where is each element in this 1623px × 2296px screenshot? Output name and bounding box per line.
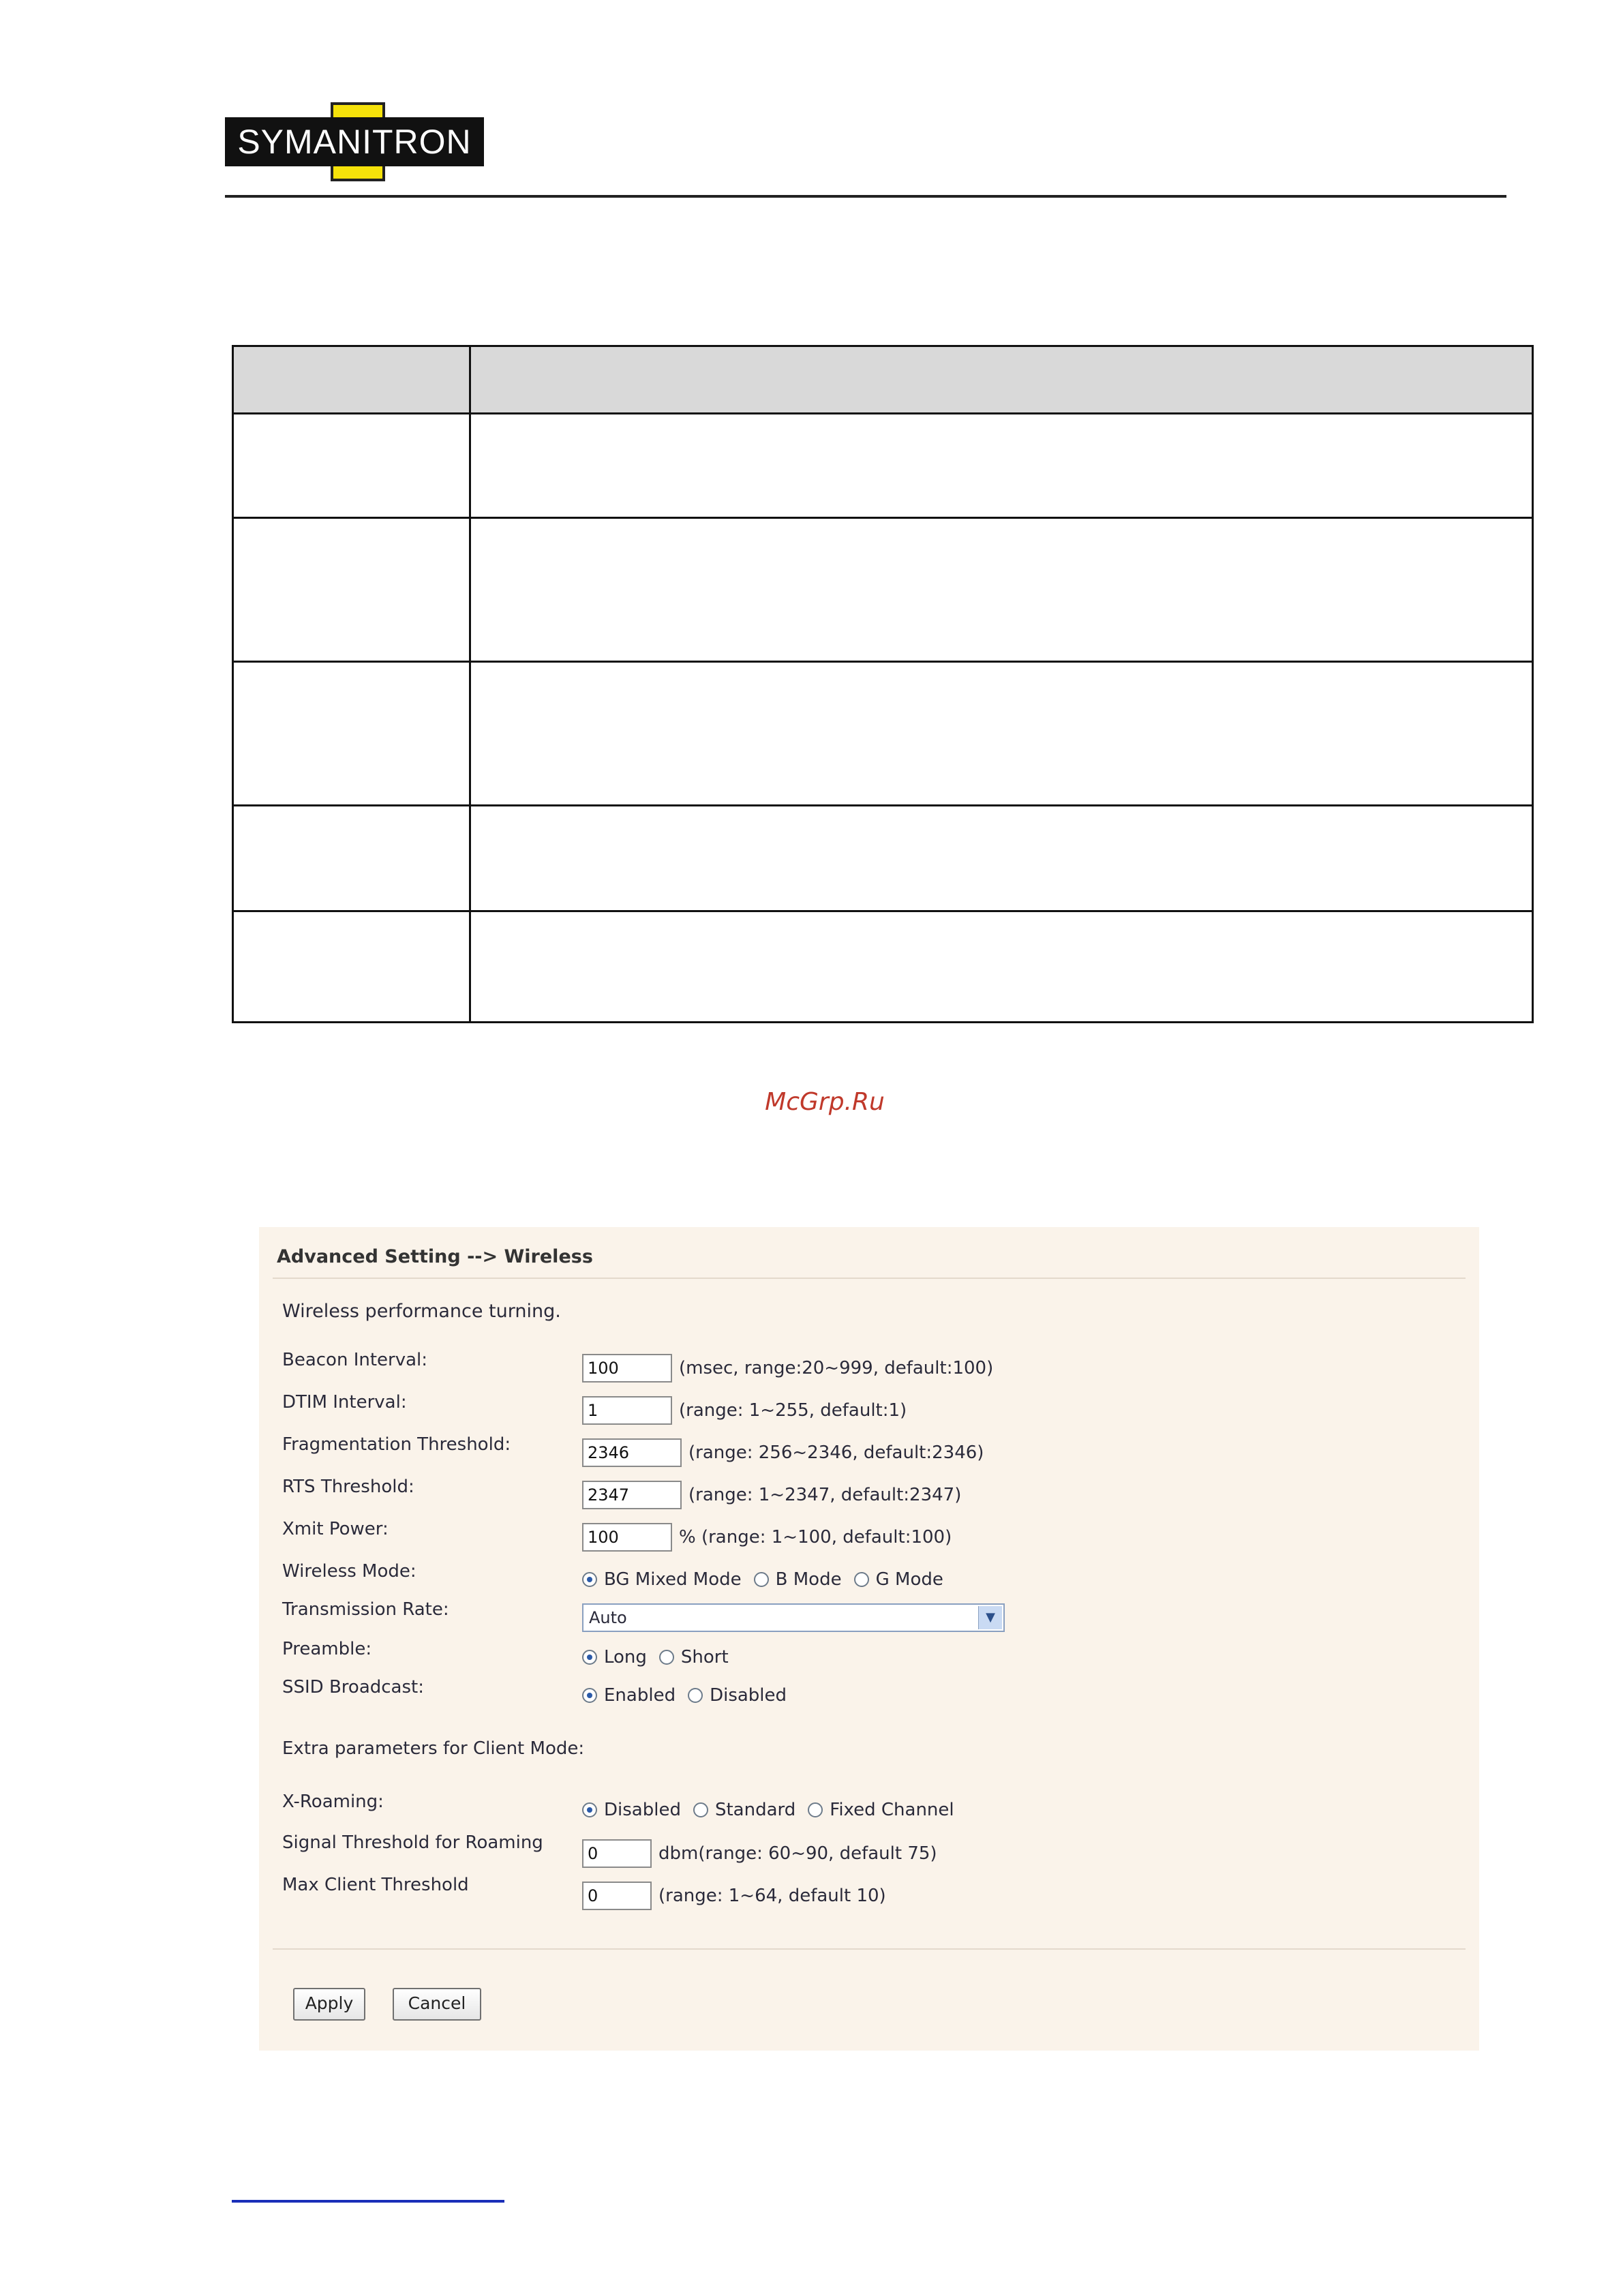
xmit-hint: % (range: 1~100, default:100) bbox=[679, 1527, 952, 1547]
table-row bbox=[233, 414, 1533, 518]
radio-icon[interactable] bbox=[688, 1688, 703, 1703]
frag-hint: (range: 256~2346, default:2346) bbox=[688, 1442, 984, 1463]
table-cell bbox=[233, 346, 470, 414]
signal-threshold-hint: dbm(range: 60~90, default 75) bbox=[658, 1843, 937, 1864]
roaming-option-standard[interactable] bbox=[693, 1800, 795, 1820]
max-client-control bbox=[582, 1880, 886, 1912]
max-client-threshold-input[interactable]: 0 bbox=[582, 1882, 652, 1910]
beacon-control bbox=[582, 1353, 993, 1384]
xmit-label: Xmit Power: bbox=[282, 1519, 389, 1539]
dtim-interval-input[interactable]: 1 bbox=[582, 1396, 672, 1425]
transmission-rate-value: Auto bbox=[589, 1608, 627, 1627]
radio-icon[interactable] bbox=[854, 1572, 869, 1587]
wireless-mode-label: Wireless Mode: bbox=[282, 1561, 416, 1582]
table-cell bbox=[233, 662, 470, 806]
logo-text: SYMANITRON bbox=[237, 123, 472, 161]
rts-control bbox=[582, 1479, 961, 1511]
rts-threshold-input[interactable]: 2347 bbox=[582, 1481, 682, 1509]
fragmentation-threshold-input[interactable]: 2346 bbox=[582, 1438, 682, 1467]
footer-link-underline[interactable] bbox=[232, 2200, 504, 2203]
radio-icon[interactable] bbox=[693, 1802, 708, 1817]
mode-option-bg[interactable] bbox=[582, 1569, 742, 1590]
table-cell bbox=[470, 518, 1533, 662]
ssid-broadcast-row bbox=[282, 1676, 1441, 1710]
signal-threshold-input[interactable]: 0 bbox=[582, 1839, 652, 1868]
radio-icon[interactable] bbox=[659, 1650, 674, 1665]
max-client-hint: (range: 1~64, default 10) bbox=[658, 1886, 886, 1906]
brand-logo bbox=[225, 102, 484, 181]
transmission-rate-control bbox=[582, 1602, 1005, 1633]
rts-hint: (range: 1~2347, default:2347) bbox=[688, 1485, 962, 1505]
frag-label: Fragmentation Threshold: bbox=[282, 1434, 511, 1455]
signal-threshold-control bbox=[582, 1838, 937, 1869]
wireless-mode-row bbox=[282, 1560, 1441, 1594]
x-roaming-row bbox=[282, 1790, 1441, 1824]
mode-option-g[interactable] bbox=[854, 1569, 943, 1590]
roaming-option-disabled[interactable] bbox=[582, 1800, 681, 1820]
apply-button[interactable]: Apply bbox=[293, 1988, 365, 2021]
beacon-interval-input[interactable]: 100 bbox=[582, 1354, 672, 1383]
preamble-option-long[interactable] bbox=[582, 1647, 647, 1667]
table-cell bbox=[233, 414, 470, 518]
beacon-row bbox=[282, 1348, 1441, 1383]
ssid-broadcast-label: SSID Broadcast: bbox=[282, 1677, 424, 1697]
transmission-rate-select[interactable] bbox=[582, 1603, 1005, 1632]
table-cell bbox=[470, 662, 1533, 806]
radio-icon[interactable] bbox=[808, 1802, 823, 1817]
bottom-divider bbox=[273, 1948, 1466, 1950]
table-cell bbox=[233, 806, 470, 911]
signal-threshold-row bbox=[282, 1831, 1441, 1865]
beacon-label: Beacon Interval: bbox=[282, 1350, 428, 1370]
rts-label: RTS Threshold: bbox=[282, 1477, 414, 1497]
x-roaming-label: X-Roaming: bbox=[282, 1792, 384, 1812]
xmit-control bbox=[582, 1522, 952, 1553]
client-mode-heading: Extra parameters for Client Mode: bbox=[282, 1738, 585, 1759]
panel-title: Advanced Setting --> Wireless bbox=[277, 1246, 593, 1267]
radio-selected-icon[interactable] bbox=[582, 1688, 597, 1703]
preamble-option-short[interactable] bbox=[659, 1647, 729, 1667]
table-header-row bbox=[233, 346, 1533, 414]
table-cell bbox=[470, 806, 1533, 911]
ssid-option-label: Disabled bbox=[710, 1685, 787, 1706]
mode-option-label: BG Mixed Mode bbox=[604, 1569, 742, 1590]
max-client-label: Max Client Threshold bbox=[282, 1875, 469, 1895]
frag-control bbox=[582, 1437, 984, 1468]
roaming-option-fixed-channel[interactable] bbox=[808, 1800, 954, 1820]
table-cell bbox=[470, 414, 1533, 518]
transmission-rate-row bbox=[282, 1598, 1441, 1632]
max-client-row bbox=[282, 1873, 1441, 1907]
mode-option-label: G Mode bbox=[875, 1569, 943, 1590]
radio-selected-icon[interactable] bbox=[582, 1572, 597, 1587]
table-cell bbox=[233, 911, 470, 1023]
transmission-rate-label: Transmission Rate: bbox=[282, 1599, 449, 1620]
radio-selected-icon[interactable] bbox=[582, 1802, 597, 1817]
mode-option-label: B Mode bbox=[775, 1569, 842, 1590]
ssid-broadcast-control bbox=[582, 1680, 799, 1711]
ssid-option-enabled[interactable] bbox=[582, 1685, 676, 1706]
preamble-control bbox=[582, 1642, 741, 1673]
preamble-label: Preamble: bbox=[282, 1639, 372, 1659]
header-rule bbox=[225, 195, 1506, 198]
wireless-mode-control bbox=[582, 1564, 956, 1595]
radio-icon[interactable] bbox=[754, 1572, 769, 1587]
table-cell bbox=[470, 911, 1533, 1023]
table-row bbox=[233, 518, 1533, 662]
radio-selected-icon[interactable] bbox=[582, 1650, 597, 1665]
parameter-table bbox=[232, 345, 1534, 1023]
chevron-down-icon[interactable]: ▼ bbox=[978, 1606, 1002, 1629]
x-roaming-control bbox=[582, 1794, 967, 1826]
beacon-hint: (msec, range:20~999, default:100) bbox=[679, 1358, 994, 1378]
table-cell bbox=[233, 518, 470, 662]
xmit-power-input[interactable]: 100 bbox=[582, 1523, 672, 1552]
roaming-option-label: Standard bbox=[714, 1800, 796, 1820]
ssid-option-disabled[interactable] bbox=[688, 1685, 787, 1706]
preamble-option-label: Long bbox=[604, 1647, 647, 1667]
roaming-option-label: Fixed Channel bbox=[830, 1800, 954, 1820]
dtim-label: DTIM Interval: bbox=[282, 1392, 407, 1413]
watermark-text: McGrp.Ru bbox=[765, 1088, 885, 1116]
dtim-row bbox=[282, 1391, 1441, 1425]
cancel-button[interactable]: Cancel bbox=[393, 1988, 481, 2021]
panel-intro: Wireless performance turning. bbox=[282, 1301, 561, 1322]
dtim-hint: (range: 1~255, default:1) bbox=[679, 1400, 907, 1421]
signal-threshold-label: Signal Threshold for Roaming bbox=[282, 1832, 543, 1853]
title-divider bbox=[273, 1278, 1466, 1279]
preamble-option-label: Short bbox=[680, 1647, 729, 1667]
roaming-option-label: Disabled bbox=[604, 1800, 681, 1820]
frag-row bbox=[282, 1433, 1441, 1467]
table-row bbox=[233, 662, 1533, 806]
xmit-row bbox=[282, 1517, 1441, 1552]
rts-row bbox=[282, 1475, 1441, 1509]
preamble-row bbox=[282, 1637, 1441, 1672]
mode-option-b[interactable] bbox=[754, 1569, 842, 1590]
ssid-option-label: Enabled bbox=[604, 1685, 676, 1706]
wireless-settings-panel bbox=[259, 1227, 1479, 2051]
table-row bbox=[233, 806, 1533, 911]
table-cell bbox=[470, 346, 1533, 414]
table-row bbox=[233, 911, 1533, 1023]
dtim-control bbox=[582, 1395, 907, 1426]
